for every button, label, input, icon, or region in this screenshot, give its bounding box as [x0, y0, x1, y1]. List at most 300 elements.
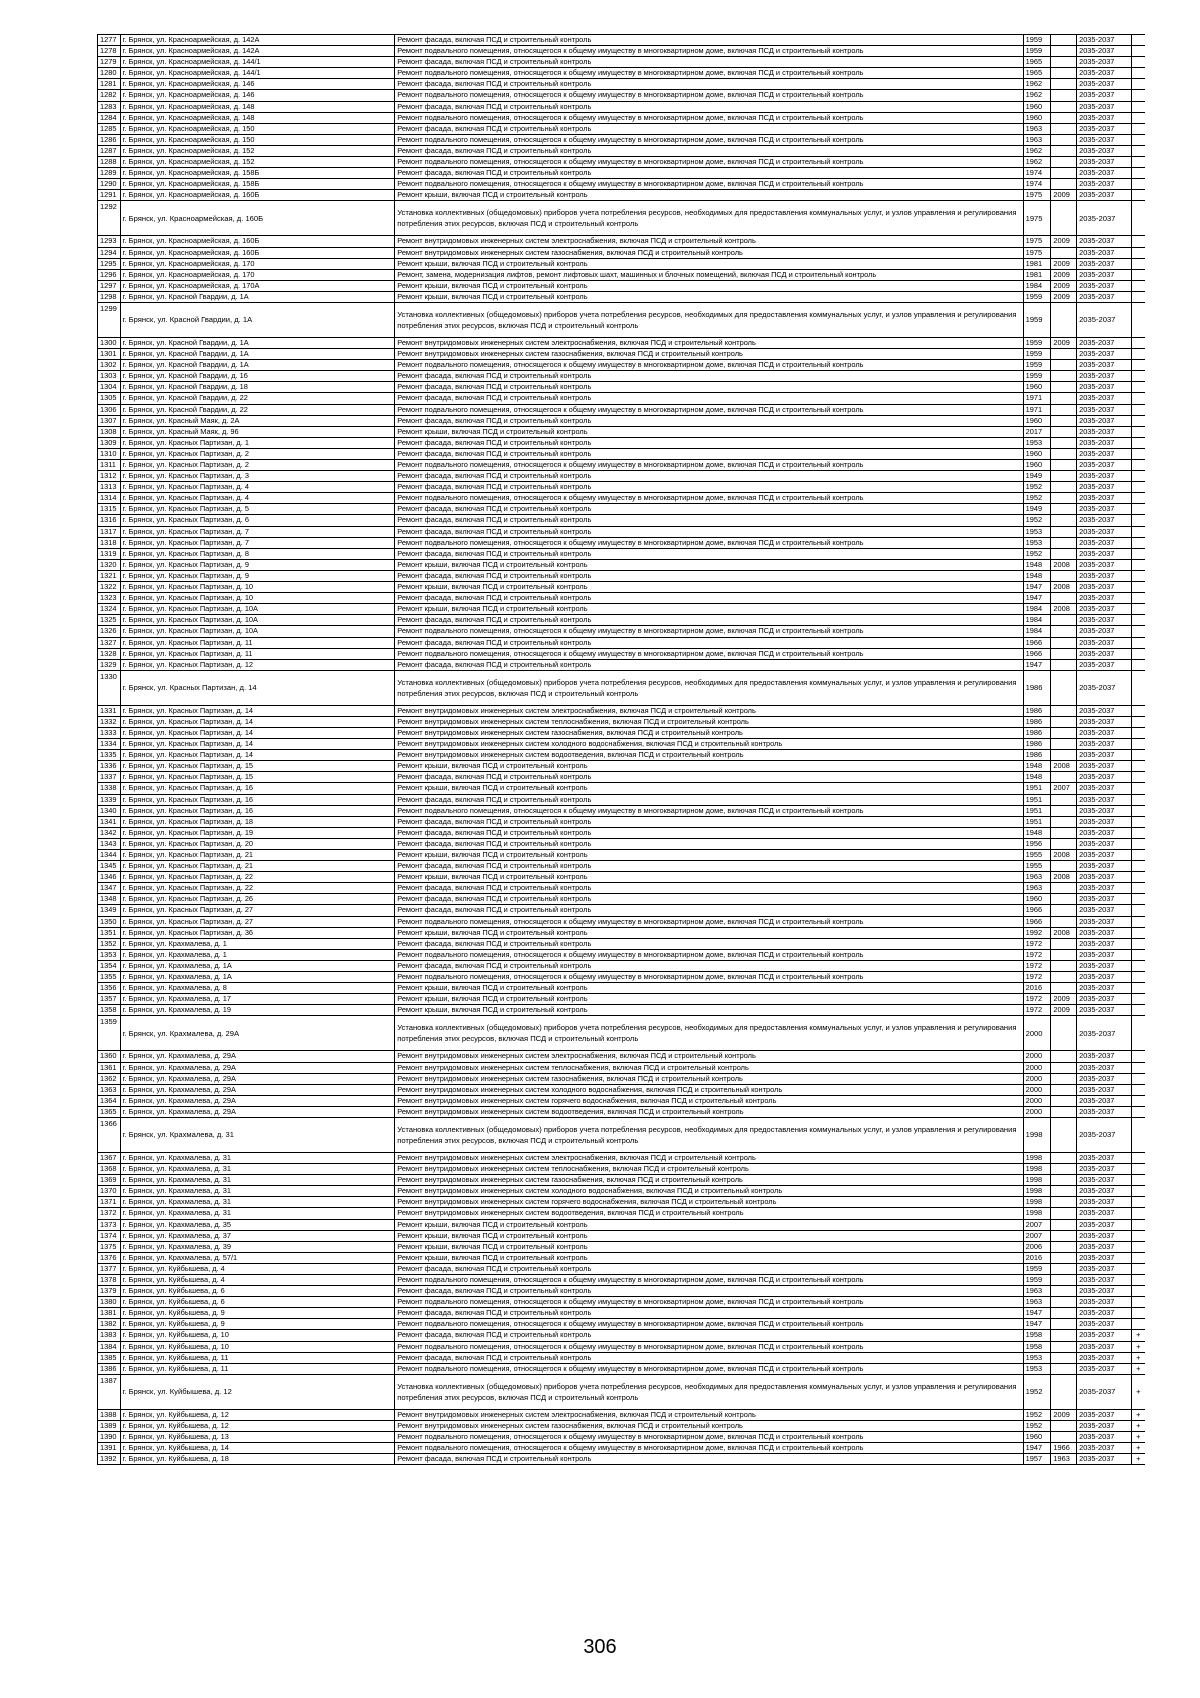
table-row — [98, 1197, 1146, 1208]
row-number: 1332 — [98, 716, 121, 727]
last-repair-year-cell — [1051, 883, 1077, 894]
address-cell: г. Брянск, ул. Куйбышева, д. 12 — [120, 1374, 395, 1409]
mark-cell — [1131, 471, 1145, 482]
mark-cell — [1131, 727, 1145, 738]
build-year-cell: 1959 — [1023, 291, 1051, 302]
work-type-cell: Ремонт внутридомовых инженерных систем горячего водоснабжения, включая ПСД и строительный контроль — [395, 1095, 1023, 1106]
table-row — [98, 604, 1146, 615]
work-type-cell: Установка коллективных (общедомовых) приборов учета потребления ресурсов, необходимых для предоставления коммунальных услуг, и узлов управления и регулирования потребления этих ресурсов, включая ПСД и строительный контроль — [395, 1016, 1023, 1051]
build-year-cell: 1947 — [1023, 1443, 1051, 1454]
address-cell: г. Брянск, ул. Крахмалева, д. 29А — [120, 1106, 395, 1117]
planned-period-cell: 2035-2037 — [1077, 145, 1132, 156]
planned-period-cell: 2035-2037 — [1077, 1308, 1132, 1319]
mark-cell — [1131, 448, 1145, 459]
last-repair-year-cell — [1051, 1308, 1077, 1319]
build-year-cell: 2017 — [1023, 426, 1051, 437]
build-year-cell: 1959 — [1023, 360, 1051, 371]
address-cell: г. Брянск, ул. Красных Партизан, д. 15 — [120, 772, 395, 783]
table-row — [98, 816, 1146, 827]
last-repair-year-cell — [1051, 526, 1077, 537]
repair-schedule-table — [97, 34, 1145, 1465]
table-row — [98, 1095, 1146, 1106]
table-row — [98, 1175, 1146, 1186]
last-repair-year-cell — [1051, 426, 1077, 437]
mark-cell: + — [1131, 1443, 1145, 1454]
mark-cell — [1131, 134, 1145, 145]
mark-cell — [1131, 750, 1145, 761]
build-year-cell: 2000 — [1023, 1016, 1051, 1051]
table-row — [98, 1286, 1146, 1297]
build-year-cell: 1951 — [1023, 805, 1051, 816]
last-repair-year-cell — [1051, 471, 1077, 482]
build-year-cell: 1953 — [1023, 1352, 1051, 1363]
row-number: 1364 — [98, 1095, 121, 1106]
planned-period-cell: 2035-2037 — [1077, 805, 1132, 816]
row-number: 1304 — [98, 382, 121, 393]
last-repair-year-cell: 2009 — [1051, 269, 1077, 280]
planned-period-cell: 2035-2037 — [1077, 1175, 1132, 1186]
planned-period-cell: 2035-2037 — [1077, 515, 1132, 526]
build-year-cell: 1972 — [1023, 938, 1051, 949]
row-number: 1319 — [98, 548, 121, 559]
table-row — [98, 101, 1146, 112]
work-type-cell: Ремонт подвального помещения, относящегося к общему имуществу в многоквартирном доме, включая ПСД и строительный контроль — [395, 1432, 1023, 1443]
row-number: 1331 — [98, 705, 121, 716]
work-type-cell: Ремонт фасада, включая ПСД и строительный контроль — [395, 382, 1023, 393]
row-number: 1333 — [98, 727, 121, 738]
last-repair-year-cell: 2009 — [1051, 291, 1077, 302]
last-repair-year-cell — [1051, 1073, 1077, 1084]
mark-cell — [1131, 349, 1145, 360]
planned-period-cell: 2035-2037 — [1077, 1219, 1132, 1230]
last-repair-year-cell — [1051, 705, 1077, 716]
work-type-cell: Ремонт фасада, включая ПСД и строительный контроль — [395, 816, 1023, 827]
work-type-cell: Ремонт фасада, включая ПСД и строительный контроль — [395, 482, 1023, 493]
work-type-cell: Ремонт крыши, включая ПСД и строительный контроль — [395, 559, 1023, 570]
address-cell: г. Брянск, ул. Красных Партизан, д. 14 — [120, 750, 395, 761]
address-cell: г. Брянск, ул. Красноармейская, д. 142А — [120, 46, 395, 57]
address-cell: г. Брянск, ул. Красноармейская, д. 160Б — [120, 190, 395, 201]
last-repair-year-cell — [1051, 670, 1077, 705]
planned-period-cell: 2035-2037 — [1077, 604, 1132, 615]
address-cell: г. Брянск, ул. Красной Гвардии, д. 16 — [120, 371, 395, 382]
address-cell: г. Брянск, ул. Красных Партизан, д. 10 — [120, 593, 395, 604]
address-cell: г. Брянск, ул. Красных Партизан, д. 22 — [120, 872, 395, 883]
build-year-cell: 1947 — [1023, 1319, 1051, 1330]
address-cell: г. Брянск, ул. Красных Партизан, д. 22 — [120, 883, 395, 894]
work-type-cell: Установка коллективных (общедомовых) приборов учета потребления ресурсов, необходимых для предоставления коммунальных услуг, и узлов управления и регулирования потребления этих ресурсов, включая ПСД и строительный контроль — [395, 1117, 1023, 1152]
work-type-cell: Ремонт фасада, включая ПСД и строительный контроль — [395, 526, 1023, 537]
build-year-cell: 1975 — [1023, 201, 1051, 236]
row-number: 1347 — [98, 883, 121, 894]
row-number: 1355 — [98, 972, 121, 983]
row-number: 1365 — [98, 1106, 121, 1117]
mark-cell — [1131, 35, 1145, 46]
last-repair-year-cell — [1051, 1117, 1077, 1152]
work-type-cell: Ремонт подвального помещения, относящегося к общему имуществу в многоквартирном доме, включая ПСД и строительный контроль — [395, 949, 1023, 960]
build-year-cell: 1986 — [1023, 739, 1051, 750]
planned-period-cell: 2035-2037 — [1077, 1432, 1132, 1443]
row-number: 1312 — [98, 471, 121, 482]
address-cell: г. Брянск, ул. Красных Партизан, д. 4 — [120, 482, 395, 493]
row-number: 1284 — [98, 112, 121, 123]
work-type-cell: Ремонт фасада, включая ПСД и строительный контроль — [395, 838, 1023, 849]
mark-cell — [1131, 460, 1145, 471]
table-row — [98, 123, 1146, 134]
planned-period-cell: 2035-2037 — [1077, 1016, 1132, 1051]
address-cell: г. Брянск, ул. Красных Партизан, д. 10А — [120, 604, 395, 615]
mark-cell — [1131, 794, 1145, 805]
work-type-cell: Ремонт внутридомовых инженерных систем электроснабжения, включая ПСД и строительный контроль — [395, 1409, 1023, 1420]
planned-period-cell: 2035-2037 — [1077, 794, 1132, 805]
row-number: 1280 — [98, 68, 121, 79]
row-number: 1307 — [98, 415, 121, 426]
planned-period-cell: 2035-2037 — [1077, 1297, 1132, 1308]
last-repair-year-cell — [1051, 515, 1077, 526]
address-cell: г. Брянск, ул. Красных Партизан, д. 8 — [120, 548, 395, 559]
build-year-cell: 1981 — [1023, 258, 1051, 269]
last-repair-year-cell — [1051, 437, 1077, 448]
build-year-cell: 1963 — [1023, 872, 1051, 883]
row-number: 1313 — [98, 482, 121, 493]
mark-cell — [1131, 670, 1145, 705]
table-row — [98, 905, 1146, 916]
mark-cell — [1131, 247, 1145, 258]
last-repair-year-cell — [1051, 938, 1077, 949]
table-row — [98, 437, 1146, 448]
row-number: 1363 — [98, 1084, 121, 1095]
planned-period-cell: 2035-2037 — [1077, 739, 1132, 750]
table-row — [98, 493, 1146, 504]
build-year-cell: 1998 — [1023, 1208, 1051, 1219]
last-repair-year-cell — [1051, 637, 1077, 648]
address-cell: г. Брянск, ул. Крахмалева, д. 31 — [120, 1197, 395, 1208]
build-year-cell: 2016 — [1023, 1252, 1051, 1263]
row-number: 1328 — [98, 648, 121, 659]
planned-period-cell: 2035-2037 — [1077, 57, 1132, 68]
work-type-cell: Ремонт подвального помещения, относящегося к общему имуществу в многоквартирном доме, включая ПСД и строительный контроль — [395, 404, 1023, 415]
mark-cell — [1131, 916, 1145, 927]
mark-cell — [1131, 783, 1145, 794]
table-row — [98, 179, 1146, 190]
last-repair-year-cell — [1051, 1341, 1077, 1352]
address-cell: г. Брянск, ул. Красной Гвардии, д. 22 — [120, 404, 395, 415]
planned-period-cell: 2035-2037 — [1077, 872, 1132, 883]
planned-period-cell: 2035-2037 — [1077, 1443, 1132, 1454]
planned-period-cell: 2035-2037 — [1077, 46, 1132, 57]
mark-cell — [1131, 604, 1145, 615]
mark-cell — [1131, 827, 1145, 838]
address-cell: г. Брянск, ул. Красный Маяк, д. 2А — [120, 415, 395, 426]
planned-period-cell: 2035-2037 — [1077, 280, 1132, 291]
table-row — [98, 1454, 1146, 1465]
work-type-cell: Ремонт подвального помещения, относящегося к общему имуществу в многоквартирном доме, включая ПСД и строительный контроль — [395, 1363, 1023, 1374]
row-number: 1382 — [98, 1319, 121, 1330]
mark-cell — [1131, 280, 1145, 291]
table-row — [98, 526, 1146, 537]
mark-cell — [1131, 883, 1145, 894]
planned-period-cell: 2035-2037 — [1077, 68, 1132, 79]
address-cell: г. Брянск, ул. Крахмалева, д. 37 — [120, 1230, 395, 1241]
row-number: 1368 — [98, 1164, 121, 1175]
build-year-cell: 1981 — [1023, 269, 1051, 280]
build-year-cell: 1998 — [1023, 1175, 1051, 1186]
row-number: 1292 — [98, 201, 121, 236]
planned-period-cell: 2035-2037 — [1077, 123, 1132, 134]
mark-cell — [1131, 582, 1145, 593]
mark-cell — [1131, 1297, 1145, 1308]
row-number: 1309 — [98, 437, 121, 448]
row-number: 1287 — [98, 145, 121, 156]
work-type-cell: Ремонт фасада, включая ПСД и строительный контроль — [395, 861, 1023, 872]
planned-period-cell: 2035-2037 — [1077, 1095, 1132, 1106]
planned-period-cell: 2035-2037 — [1077, 994, 1132, 1005]
mark-cell — [1131, 145, 1145, 156]
planned-period-cell: 2035-2037 — [1077, 938, 1132, 949]
row-number: 1374 — [98, 1230, 121, 1241]
table-row — [98, 1297, 1146, 1308]
build-year-cell: 1992 — [1023, 927, 1051, 938]
row-number: 1291 — [98, 190, 121, 201]
address-cell: г. Брянск, ул. Крахмалева, д. 1 — [120, 949, 395, 960]
work-type-cell: Ремонт фасада, включая ПСД и строительный контроль — [395, 504, 1023, 515]
planned-period-cell: 2035-2037 — [1077, 1263, 1132, 1274]
planned-period-cell: 2035-2037 — [1077, 1286, 1132, 1297]
row-number: 1362 — [98, 1073, 121, 1084]
table-row — [98, 1152, 1146, 1163]
work-type-cell: Ремонт подвального помещения, относящегося к общему имуществу в многоквартирном доме, включая ПСД и строительный контроль — [395, 1297, 1023, 1308]
last-repair-year-cell — [1051, 1095, 1077, 1106]
row-number: 1318 — [98, 537, 121, 548]
table-row — [98, 90, 1146, 101]
table-row — [98, 582, 1146, 593]
table-row — [98, 302, 1146, 337]
work-type-cell: Ремонт крыши, включая ПСД и строительный контроль — [395, 927, 1023, 938]
work-type-cell: Ремонт фасада, включая ПСД и строительный контроль — [395, 794, 1023, 805]
planned-period-cell: 2035-2037 — [1077, 1241, 1132, 1252]
last-repair-year-cell — [1051, 1297, 1077, 1308]
build-year-cell: 1959 — [1023, 302, 1051, 337]
build-year-cell: 1963 — [1023, 883, 1051, 894]
last-repair-year-cell — [1051, 1420, 1077, 1431]
mark-cell — [1131, 1084, 1145, 1095]
table-row — [98, 794, 1146, 805]
address-cell: г. Брянск, ул. Красных Партизан, д. 5 — [120, 504, 395, 515]
planned-period-cell: 2035-2037 — [1077, 670, 1132, 705]
work-type-cell: Установка коллективных (общедомовых) приборов учета потребления ресурсов, необходимых для предоставления коммунальных услуг, и узлов управления и регулирования потребления этих ресурсов, включая ПСД и строительный контроль — [395, 1374, 1023, 1409]
row-number: 1308 — [98, 426, 121, 437]
planned-period-cell: 2035-2037 — [1077, 1319, 1132, 1330]
work-type-cell: Ремонт фасада, включая ПСД и строительный контроль — [395, 101, 1023, 112]
build-year-cell: 1966 — [1023, 916, 1051, 927]
row-number: 1343 — [98, 838, 121, 849]
address-cell: г. Брянск, ул. Красноармейская, д. 158Б — [120, 168, 395, 179]
row-number: 1314 — [98, 493, 121, 504]
work-type-cell: Ремонт фасада, включая ПСД и строительный контроль — [395, 57, 1023, 68]
last-repair-year-cell — [1051, 57, 1077, 68]
work-type-cell: Ремонт внутридомовых инженерных систем электроснабжения, включая ПСД и строительный контроль — [395, 1051, 1023, 1062]
planned-period-cell: 2035-2037 — [1077, 1186, 1132, 1197]
build-year-cell: 1948 — [1023, 761, 1051, 772]
table-row — [98, 1117, 1146, 1152]
table-row — [98, 1005, 1146, 1016]
last-repair-year-cell — [1051, 1330, 1077, 1341]
row-number: 1348 — [98, 894, 121, 905]
row-number: 1288 — [98, 157, 121, 168]
mark-cell: + — [1131, 1454, 1145, 1465]
build-year-cell: 1955 — [1023, 850, 1051, 861]
mark-cell — [1131, 90, 1145, 101]
table-row — [98, 838, 1146, 849]
last-repair-year-cell — [1051, 101, 1077, 112]
address-cell: г. Брянск, ул. Красных Партизан, д. 20 — [120, 838, 395, 849]
last-repair-year-cell — [1051, 794, 1077, 805]
work-type-cell: Установка коллективных (общедомовых) приборов учета потребления ресурсов, необходимых для предоставления коммунальных услуг, и узлов управления и регулирования потребления этих ресурсов, включая ПСД и строительный контроль — [395, 670, 1023, 705]
planned-period-cell: 2035-2037 — [1077, 1084, 1132, 1095]
build-year-cell: 1956 — [1023, 838, 1051, 849]
address-cell: г. Брянск, ул. Красноармейская, д. 142А — [120, 35, 395, 46]
table-row — [98, 570, 1146, 581]
planned-period-cell: 2035-2037 — [1077, 179, 1132, 190]
build-year-cell: 1952 — [1023, 493, 1051, 504]
row-number: 1390 — [98, 1432, 121, 1443]
planned-period-cell: 2035-2037 — [1077, 582, 1132, 593]
table-row — [98, 960, 1146, 971]
table-row — [98, 1252, 1146, 1263]
work-type-cell: Ремонт фасада, включая ПСД и строительный контроль — [395, 938, 1023, 949]
row-number: 1298 — [98, 291, 121, 302]
mark-cell — [1131, 1197, 1145, 1208]
address-cell: г. Брянск, ул. Красной Гвардии, д. 1А — [120, 302, 395, 337]
planned-period-cell: 2035-2037 — [1077, 168, 1132, 179]
mark-cell — [1131, 236, 1145, 247]
work-type-cell: Ремонт фасада, включая ПСД и строительный контроль — [395, 471, 1023, 482]
last-repair-year-cell: 2009 — [1051, 236, 1077, 247]
table-body — [98, 35, 1146, 1465]
mark-cell — [1131, 123, 1145, 134]
row-number: 1361 — [98, 1062, 121, 1073]
planned-period-cell: 2035-2037 — [1077, 916, 1132, 927]
work-type-cell: Ремонт подвального помещения, относящегося к общему имуществу в многоквартирном доме, включая ПСД и строительный контроль — [395, 805, 1023, 816]
planned-period-cell: 2035-2037 — [1077, 1073, 1132, 1084]
table-row — [98, 1051, 1146, 1062]
row-number: 1349 — [98, 905, 121, 916]
mark-cell — [1131, 972, 1145, 983]
build-year-cell: 1986 — [1023, 705, 1051, 716]
table-row — [98, 659, 1146, 670]
mark-cell: + — [1131, 1420, 1145, 1431]
mark-cell — [1131, 1016, 1145, 1051]
mark-cell — [1131, 1051, 1145, 1062]
planned-period-cell: 2035-2037 — [1077, 716, 1132, 727]
row-number: 1352 — [98, 938, 121, 949]
last-repair-year-cell — [1051, 983, 1077, 994]
address-cell: г. Брянск, ул. Крахмалева, д. 31 — [120, 1186, 395, 1197]
row-number: 1385 — [98, 1352, 121, 1363]
build-year-cell: 1959 — [1023, 35, 1051, 46]
build-year-cell: 1958 — [1023, 1330, 1051, 1341]
table-row — [98, 705, 1146, 716]
build-year-cell: 1948 — [1023, 772, 1051, 783]
work-type-cell: Ремонт подвального помещения, относящегося к общему имуществу в многоквартирном доме, включая ПСД и строительный контроль — [395, 626, 1023, 637]
mark-cell — [1131, 371, 1145, 382]
planned-period-cell: 2035-2037 — [1077, 90, 1132, 101]
row-number: 1315 — [98, 504, 121, 515]
planned-period-cell: 2035-2037 — [1077, 360, 1132, 371]
build-year-cell: 1998 — [1023, 1117, 1051, 1152]
last-repair-year-cell — [1051, 816, 1077, 827]
table-row — [98, 68, 1146, 79]
address-cell: г. Брянск, ул. Красных Партизан, д. 16 — [120, 805, 395, 816]
build-year-cell: 1975 — [1023, 247, 1051, 258]
work-type-cell: Ремонт подвального помещения, относящегося к общему имуществу в многоквартирном доме, включая ПСД и строительный контроль — [395, 537, 1023, 548]
planned-period-cell: 2035-2037 — [1077, 1106, 1132, 1117]
table-row — [98, 739, 1146, 750]
address-cell: г. Брянск, ул. Крахмалева, д. 1А — [120, 972, 395, 983]
planned-period-cell: 2035-2037 — [1077, 1197, 1132, 1208]
last-repair-year-cell — [1051, 1152, 1077, 1163]
table-row — [98, 1062, 1146, 1073]
page-number: 306 — [583, 1636, 617, 1658]
row-number: 1350 — [98, 916, 121, 927]
work-type-cell: Ремонт подвального помещения, относящегося к общему имуществу в многоквартирном доме, включая ПСД и строительный контроль — [395, 90, 1023, 101]
work-type-cell: Ремонт крыши, включая ПСД и строительный контроль — [395, 1252, 1023, 1263]
planned-period-cell: 2035-2037 — [1077, 972, 1132, 983]
row-number: 1371 — [98, 1197, 121, 1208]
last-repair-year-cell — [1051, 772, 1077, 783]
table-row — [98, 360, 1146, 371]
work-type-cell: Ремонт крыши, включая ПСД и строительный контроль — [395, 258, 1023, 269]
table-row — [98, 1016, 1146, 1051]
work-type-cell: Ремонт подвального помещения, относящегося к общему имуществу в многоквартирном доме, включая ПСД и строительный контроль — [395, 157, 1023, 168]
planned-period-cell: 2035-2037 — [1077, 772, 1132, 783]
build-year-cell: 1959 — [1023, 46, 1051, 57]
work-type-cell: Ремонт фасада, включая ПСД и строительный контроль — [395, 1263, 1023, 1274]
work-type-cell: Ремонт фасада, включая ПСД и строительный контроль — [395, 570, 1023, 581]
table-row — [98, 637, 1146, 648]
work-type-cell: Ремонт фасада, включая ПСД и строительный контроль — [395, 593, 1023, 604]
work-type-cell: Ремонт фасада, включая ПСД и строительный контроль — [395, 883, 1023, 894]
work-type-cell: Ремонт фасада, включая ПСД и строительный контроль — [395, 1352, 1023, 1363]
last-repair-year-cell — [1051, 168, 1077, 179]
address-cell: г. Брянск, ул. Крахмалева, д. 1А — [120, 960, 395, 971]
build-year-cell: 1948 — [1023, 570, 1051, 581]
planned-period-cell: 2035-2037 — [1077, 1252, 1132, 1263]
build-year-cell: 1986 — [1023, 750, 1051, 761]
table-row — [98, 1164, 1146, 1175]
last-repair-year-cell — [1051, 805, 1077, 816]
work-type-cell: Ремонт фасада, включая ПСД и строительный контроль — [395, 371, 1023, 382]
mark-cell — [1131, 1164, 1145, 1175]
address-cell: г. Брянск, ул. Красноармейская, д. 170 — [120, 258, 395, 269]
address-cell: г. Брянск, ул. Куйбышева, д. 9 — [120, 1319, 395, 1330]
work-type-cell: Ремонт фасада, включая ПСД и строительный контроль — [395, 123, 1023, 134]
address-cell: г. Брянск, ул. Куйбышева, д. 4 — [120, 1263, 395, 1274]
table-row — [98, 371, 1146, 382]
last-repair-year-cell: 2009 — [1051, 1005, 1077, 1016]
table-row — [98, 448, 1146, 459]
address-cell: г. Брянск, ул. Красных Партизан, д. 10А — [120, 615, 395, 626]
row-number: 1353 — [98, 949, 121, 960]
table-row — [98, 1073, 1146, 1084]
build-year-cell: 1952 — [1023, 515, 1051, 526]
last-repair-year-cell — [1051, 1208, 1077, 1219]
row-number: 1388 — [98, 1409, 121, 1420]
planned-period-cell: 2035-2037 — [1077, 190, 1132, 201]
address-cell: г. Брянск, ул. Крахмалева, д. 31 — [120, 1117, 395, 1152]
mark-cell: + — [1131, 1352, 1145, 1363]
last-repair-year-cell: 2009 — [1051, 1409, 1077, 1420]
